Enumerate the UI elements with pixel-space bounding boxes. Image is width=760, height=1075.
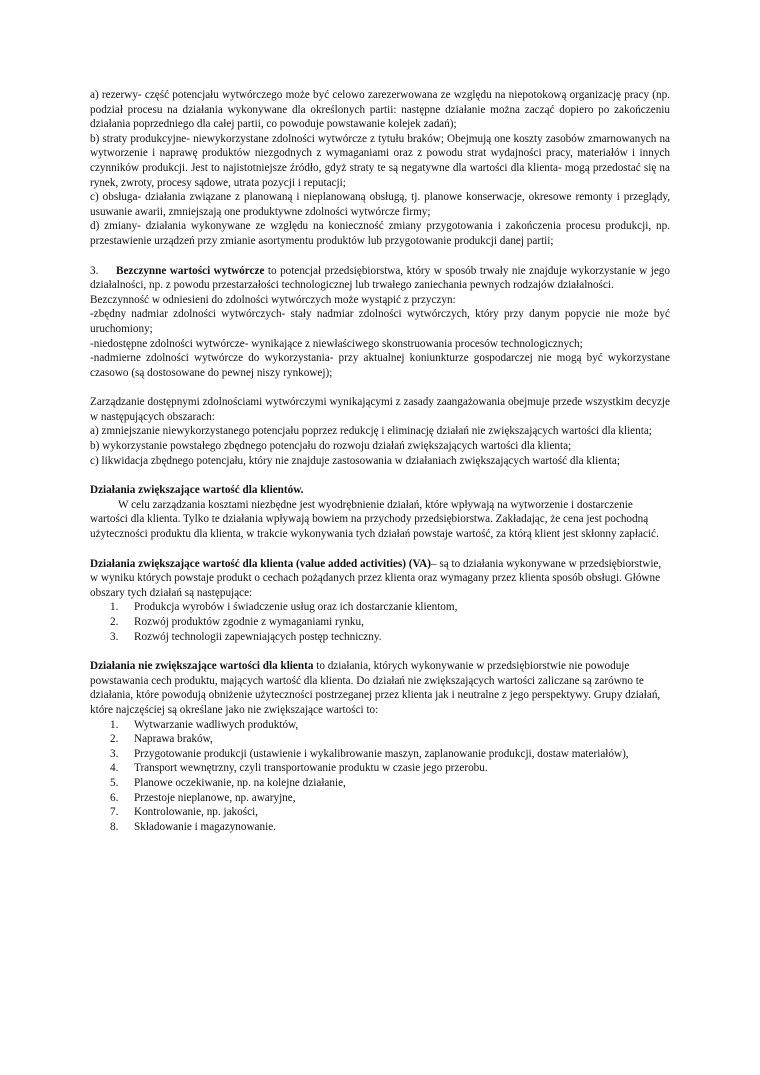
list-text: Planowe oczekiwanie, np. na kolejne działanie,: [134, 776, 346, 789]
list-text: Rozwój produktów zgodnie z wymaganiami rynku,: [134, 616, 364, 628]
list-number: 3.: [110, 630, 119, 643]
list-item: [90, 747, 670, 762]
nva-paragraph: [90, 659, 670, 717]
nva-term: Działania nie zwiększające wartości dla klienta: [90, 660, 314, 673]
list-number: 7.: [110, 806, 119, 819]
list-item: [90, 718, 670, 733]
section-3-paragraph: [90, 264, 670, 293]
idleness-cause-2: -niedostępne zdolności wytwórcze- wynikające z niewłaściwego skonstruowania procesów technologicznych;: [90, 337, 583, 350]
management-intro: Zarządzanie dostępnymi zdolnościami wytwórczymi wynikającymi z zasady zaangażowania obejmuje przede wszystkim decyzje w następujących obszarach:: [90, 396, 670, 423]
spacer: [90, 249, 670, 264]
paragraph-maintenance: c) obsługa- działania związane z planowaną i nieplanowaną obsługą, tj. planowe konserwacje, okresowe remonty i przeglądy, usuwanie awarii, zmniejszają one produktywne zdolności wytwórcze firmy;: [90, 191, 670, 218]
paragraph-reserves: a) rezerwy- część potencjału wytwórczego może być celowo zarezerwowana ze względu na niepotokową organizację pracy (np. podział procesu na działania wykonywane dla określonych partii: następne działanie można zacząć dopiero po zakończeniu działania poprzedniego dla całej partii, co powoduje powstawanie kolejek zadań);: [90, 89, 670, 131]
va-definition: – są to działania wykonywane w przedsiębiorstwie, w wyniku których powstaje produkt o cechach pożądanych przez klienta oraz wymagany przez klienta sposób obsługi. Główne obszary tych działań są następujące:: [90, 557, 662, 599]
management-a: a) zmniejszanie niewykorzystanego potencjału poprzez redukcję i eliminację działań nie zwiększających wartości dla klienta;: [90, 425, 652, 438]
list-number: 8.: [110, 820, 119, 833]
idleness-cause-3: -nadmierne zdolności wytwórcze do wykorzystania- przy aktualnej koniunkturze gospodarczej nie mogą być wykorzystane czasowo (są dostosowane do pewnej niszy rynkowej);: [90, 352, 670, 379]
list-number: 4.: [110, 762, 119, 775]
list-text: Wytwarzanie wadliwych produktów,: [134, 718, 299, 731]
spacer: [90, 542, 670, 557]
list-number: 1.: [110, 601, 119, 614]
list-text: Przygotowanie produkcji (ustawienie i wykalibrowanie maszyn, zaplanowanie produkcji, dostaw materiałów),: [134, 747, 629, 760]
list-number: 5.: [110, 776, 119, 789]
va-list: [90, 600, 670, 644]
value-adding-heading-text: Działania zwiększające wartość dla klientów.: [90, 484, 304, 497]
paragraph-changes: d) zmiany- działania wykonywane ze względu na konieczność zmiany przygotowania i zakończenia procesu produkcji, np. przestawienie urządzeń przy zmianie asortymentu produktów lub przygotowanie produkcji danej partii;: [90, 220, 670, 247]
va-paragraph: [90, 557, 670, 601]
list-number: 6.: [110, 791, 119, 804]
spacer: [90, 644, 670, 659]
list-text: Produkcja wyrobów i świadczenie usług oraz ich dostarczanie klientom,: [134, 601, 458, 614]
list-number: 2.: [110, 616, 119, 628]
value-adding-heading: [90, 483, 670, 498]
list-item: [90, 805, 670, 820]
spacer: [90, 468, 670, 483]
list-item: [90, 615, 670, 630]
list-item: [90, 600, 670, 615]
idleness-cause-1: -zbędny nadmiar zdolności wytwórczych- stały nadmiar zdolności wytwórczych, który przy danym popycie nie może być uruchomiony;: [90, 308, 670, 335]
list-item: [90, 732, 670, 747]
section-number: 3.: [90, 264, 99, 277]
list-text: Transport wewnętrzny, czyli transportowanie produktu w czasie jego przerobu.: [134, 762, 488, 775]
nva-list: [90, 718, 670, 835]
list-item: [90, 820, 670, 835]
list-text: Naprawa braków,: [134, 733, 213, 746]
document-page: [90, 88, 670, 834]
list-item: [90, 630, 670, 645]
list-number: 2.: [110, 733, 119, 746]
list-text: Kontrolowanie, np. jakości,: [134, 806, 258, 819]
list-number: 3.: [110, 747, 119, 760]
section-3-term: Bezczynne wartości wytwórcze: [116, 264, 265, 277]
nva-definition: to działania, których wykonywanie w przedsiębiorstwie nie powoduje powstawania cech produktu, mających wartość dla klienta. Do działań nie zwiększających wartości zaliczane są zarówno te działania, które powodują obniżenie użyteczności postrzeganej przez klienta jak i neutralne z jego perspektywy. Grupy działań, które najczęściej są określane jako nie zwiększające wartości to:: [90, 660, 661, 716]
management-c: c) likwidacja zbędnego potencjału, który nie znajduje zastosowania w działaniach zwiększających wartość dla klienta;: [90, 454, 620, 467]
list-text: Składowanie i magazynowanie.: [134, 820, 276, 833]
idleness-intro: Bezczynność w odniesieni do zdolności wytwórczych może wystąpić z przyczyn:: [90, 293, 456, 306]
list-item: [90, 776, 670, 791]
list-text: Rozwój technologii zapewniających postęp techniczny.: [134, 630, 382, 643]
management-b: b) wykorzystanie powstałego zbędnego potencjału do rozwoju działań zwiększających wartości dla klienta;: [90, 440, 572, 453]
list-item: [90, 761, 670, 776]
section-3-definition: to potencjał przedsiębiorstwa, który w sposób trwały nie znajduje wykorzystanie w jego działalności, np. z powodu przestarzałości technologicznej lub trwałego zaniechania pewnych rodzajów działalności.: [90, 264, 670, 292]
list-item: [90, 791, 670, 806]
paragraph-production-losses: b) straty produkcyjne- niewykorzystane zdolności wytwórcze z tytułu braków; Obejmują one koszty zasobów zmarnowanych na wytworzenie i naprawę produktów niezgodnych z wymaganiami oraz z powodu strat wydajności pracy, materiałów i innych czynników produkcji. Jest to najistotniejsze źródło, gdyż straty te są negatywne dla wartości dla klienta- mogą przedostać się na rynek, zwroty, procesy sądowe, utrata pozycji i reputacji;: [90, 132, 670, 189]
spacer: [90, 380, 670, 395]
va-term: Działania zwiększające wartość dla klienta (value added activities) (VA): [90, 557, 431, 570]
list-text: Przestoje nieplanowe, np. awaryjne,: [134, 791, 296, 804]
list-number: 1.: [110, 718, 119, 731]
value-adding-paragraph: W celu zarządzania kosztami niezbędne jest wyodrębnienie działań, które wpływają na wytworzenie i dostarczenie wartości dla klienta. Tylko te działania wpływają bowiem na przychody przedsiębiorstwa. Zakładając, że cena jest pochodną użyteczności produktu dla klienta, w trakcie wykonywania tych działań powstaje wartość, za którą klient jest skłonny zapłacić.: [90, 498, 659, 541]
